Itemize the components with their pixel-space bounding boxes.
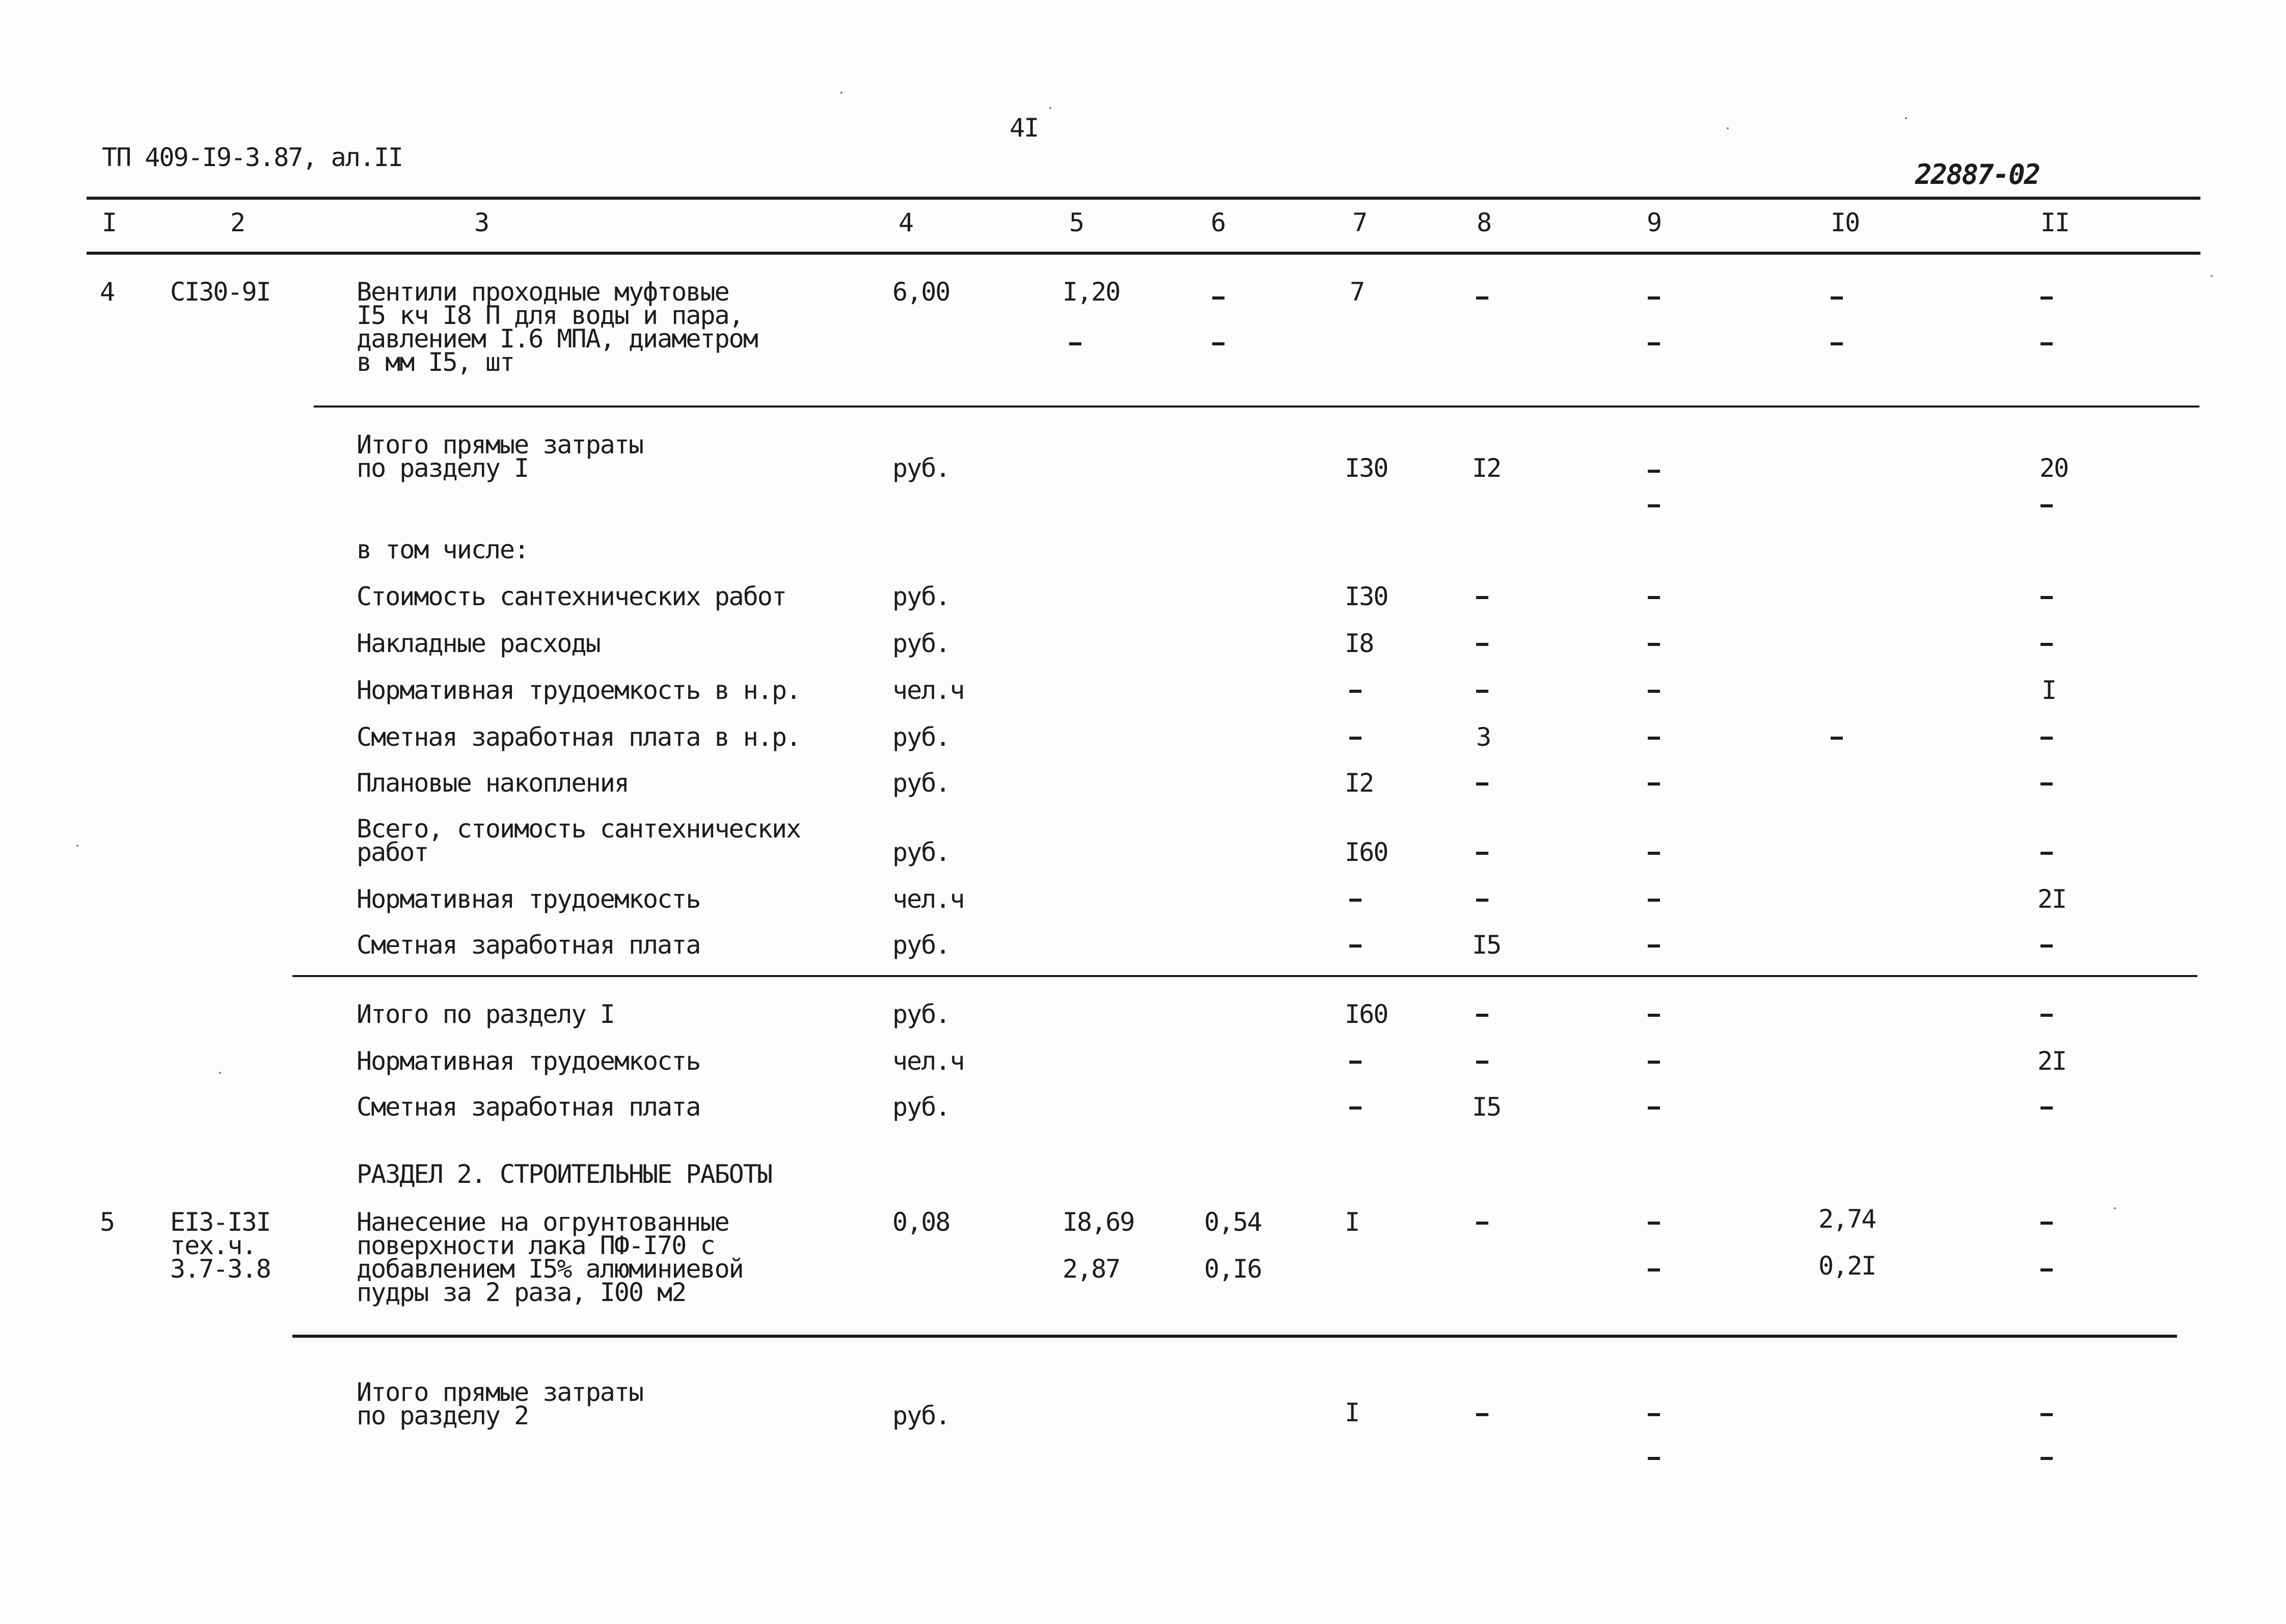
dash — [2040, 944, 2053, 948]
item4-c5: I,20 — [1063, 277, 1120, 307]
dash — [1476, 1014, 1488, 1017]
dash — [1349, 737, 1362, 740]
dash — [1349, 1061, 1362, 1064]
col-header-10: I0 — [1830, 208, 1860, 237]
s2-direct-label: Итого прямые затраты по разделу 2 — [357, 1377, 643, 1430]
dash — [2040, 504, 2053, 507]
dash — [2040, 342, 2053, 345]
dash — [1476, 296, 1488, 300]
item5-c5a: I8,69 — [1063, 1207, 1134, 1237]
col-header-2: 2 — [230, 208, 245, 237]
dash — [1648, 504, 1660, 507]
item5-rule — [292, 1335, 2177, 1338]
dash — [1648, 737, 1660, 740]
item4-c4: 6,00 — [892, 277, 950, 307]
dash — [2040, 596, 2053, 599]
s1-direct-c7: I30 — [1345, 453, 1388, 483]
s1-direct-unit: руб. — [892, 453, 950, 483]
s1-total-unit: чел.ч — [892, 1046, 964, 1076]
s1-row-unit: чел.ч — [892, 884, 964, 914]
col-header-11: II — [2040, 208, 2070, 237]
s1-row-unit: руб. — [892, 930, 950, 960]
item5-c6a: 0,54 — [1204, 1207, 1262, 1237]
scan-speck — [840, 92, 842, 94]
dash — [1648, 1061, 1660, 1064]
s2-direct-c7: I — [1345, 1398, 1359, 1427]
dash — [1831, 296, 1843, 300]
item4-num: 4 — [100, 277, 115, 307]
dash — [1648, 643, 1660, 646]
dash — [1476, 1061, 1488, 1064]
dash — [1648, 899, 1660, 902]
s1-total-c7: I60 — [1345, 999, 1388, 1029]
col-header-9: 9 — [1646, 208, 1662, 237]
s1-row-c7: I2 — [1345, 768, 1374, 798]
s1-row-unit: чел.ч — [892, 675, 964, 705]
dash — [1648, 1014, 1660, 1017]
scan-speck — [1905, 117, 1907, 119]
s1-direct-label: Итого прямые затраты по разделу I — [357, 430, 643, 483]
dash — [2040, 852, 2053, 855]
s1-total-label: Нормативная трудоемкость — [357, 1046, 700, 1076]
scan-speck — [1727, 127, 1729, 129]
s1-row-label: Накладные расходы — [357, 629, 600, 658]
dash — [1648, 1222, 1660, 1225]
dash — [1648, 944, 1660, 948]
item4-code: CI30-9I — [170, 277, 270, 307]
s1-row-label: Нормативная трудоемкость в н.р. — [357, 675, 801, 705]
s1-row-c8: I5 — [1472, 930, 1501, 960]
s1-total-c8: I5 — [1472, 1092, 1501, 1122]
page-number: 4I — [1010, 113, 1039, 143]
header-bottom-rule — [87, 252, 2200, 255]
dash — [1349, 1106, 1362, 1109]
dash — [1648, 296, 1660, 300]
dash — [1648, 470, 1660, 473]
item5-c5b: 2,87 — [1063, 1254, 1120, 1284]
section1-rule — [292, 975, 2197, 977]
col-header-4: 4 — [898, 208, 913, 237]
dash — [1648, 342, 1660, 345]
scan-speck — [2211, 275, 2213, 277]
s1-row-c8: 3 — [1476, 722, 1491, 752]
col-header-5: 5 — [1069, 208, 1084, 237]
s1-total-unit: руб. — [892, 999, 950, 1029]
s1-row-label: Плановые накопления — [357, 768, 629, 798]
dash — [1069, 342, 1081, 345]
s1-total-label: Сметная заработная плата — [357, 1092, 700, 1122]
scan-speck — [1049, 107, 1051, 109]
archive-number: 22887-02 — [1915, 158, 2040, 191]
section2-title: РАЗДЕЛ 2. СТРОИТЕЛЬНЫЕ РАБОТЫ — [357, 1159, 772, 1189]
dash — [1476, 899, 1488, 902]
dash — [2040, 296, 2053, 300]
col-header-7: 7 — [1352, 208, 1367, 237]
item4-rule — [314, 405, 2199, 408]
item5-desc: Нанесение на огрунтованные поверхности лака ПФ-I70 с добавлением I5% алюминиевой пудры за 2 раза, I00 м2 — [357, 1207, 743, 1307]
dash — [2040, 737, 2053, 740]
dash — [1476, 1413, 1488, 1416]
dash — [1349, 899, 1362, 902]
s1-including-label: в том числе: — [357, 535, 529, 564]
item5-c7: I — [1345, 1207, 1359, 1237]
col-header-1: I — [101, 208, 117, 237]
s1-row-label: Сметная заработная плата в н.р. — [357, 722, 801, 752]
dash — [1831, 737, 1843, 740]
dash — [1648, 1106, 1660, 1109]
scan-speck — [219, 1072, 221, 1074]
dash — [2040, 782, 2053, 786]
s1-row-c11: 2I — [2037, 884, 2066, 914]
header-top-rule — [87, 197, 2200, 200]
item4-desc: Вентили проходные муфтовые I5 кч I8 П для воды и пара, давлением I.6 МПА, диаметром в мм I5, шт — [357, 277, 757, 377]
dash — [1648, 1268, 1660, 1271]
dash — [1648, 1413, 1660, 1416]
item4-c7: 7 — [1350, 277, 1365, 307]
s1-row-unit: руб. — [892, 582, 950, 611]
s1-row-unit: руб. — [892, 629, 950, 658]
dash — [1476, 596, 1488, 599]
dash — [2040, 643, 2053, 646]
col-header-3: 3 — [474, 208, 489, 237]
dash — [1648, 852, 1660, 855]
dash — [1648, 596, 1660, 599]
dash — [1648, 782, 1660, 786]
dash — [2040, 1222, 2053, 1225]
s1-total-works-label: Всего, стоимость сантехнических работ — [357, 814, 801, 867]
s1-total-unit: руб. — [892, 1092, 950, 1122]
dash — [2040, 1106, 2053, 1109]
s1-row-unit: руб. — [892, 837, 950, 867]
item5-c10b: 0,2I — [1818, 1251, 1876, 1281]
s1-row-label: Сметная заработная плата — [357, 930, 700, 960]
dash — [1476, 852, 1488, 855]
s1-row-label: Стоимость сантехнических работ — [357, 582, 786, 611]
dash — [1831, 342, 1843, 345]
doc-code: ТП 409-I9-3.87, ал.II — [102, 143, 403, 172]
s1-row-unit: руб. — [892, 768, 950, 798]
item5-code: EI3-I3I тех.ч. 3.7-3.8 — [170, 1207, 270, 1284]
s1-row-label: Нормативная трудоемкость — [357, 884, 700, 914]
dash — [1212, 342, 1224, 345]
dash — [2040, 1457, 2053, 1460]
dash — [1476, 690, 1488, 693]
col-header-8: 8 — [1476, 208, 1491, 237]
dash — [2040, 1014, 2053, 1017]
s1-row-c7: I60 — [1345, 837, 1388, 867]
scan-speck — [2114, 1207, 2116, 1209]
s1-direct-c11: 20 — [2039, 453, 2069, 483]
dash — [1212, 296, 1224, 300]
s1-row-c7: I30 — [1345, 582, 1388, 611]
dash — [1648, 1457, 1660, 1460]
dash — [1648, 690, 1660, 693]
col-header-6: 6 — [1210, 208, 1226, 237]
dash — [2040, 1413, 2053, 1416]
item5-c10a: 2,74 — [1818, 1204, 1876, 1234]
s1-direct-c8: I2 — [1472, 453, 1501, 483]
scan-speck — [76, 845, 78, 847]
s1-total-c11: 2I — [2037, 1046, 2066, 1076]
s1-row-c7: I8 — [1345, 629, 1374, 658]
item5-c6b: 0,I6 — [1204, 1254, 1262, 1284]
s1-row-unit: руб. — [892, 722, 950, 752]
dash — [1476, 643, 1488, 646]
s2-direct-unit: руб. — [892, 1401, 950, 1430]
dash — [1349, 944, 1362, 948]
item5-c4: 0,08 — [892, 1207, 950, 1237]
s1-total-label: Итого по разделу I — [357, 999, 614, 1029]
s1-row-c11: I — [2042, 675, 2056, 705]
dash — [2040, 1268, 2053, 1271]
dash — [1476, 1222, 1488, 1225]
dash — [1476, 782, 1488, 786]
item5-num: 5 — [100, 1207, 115, 1237]
dash — [1349, 690, 1362, 693]
